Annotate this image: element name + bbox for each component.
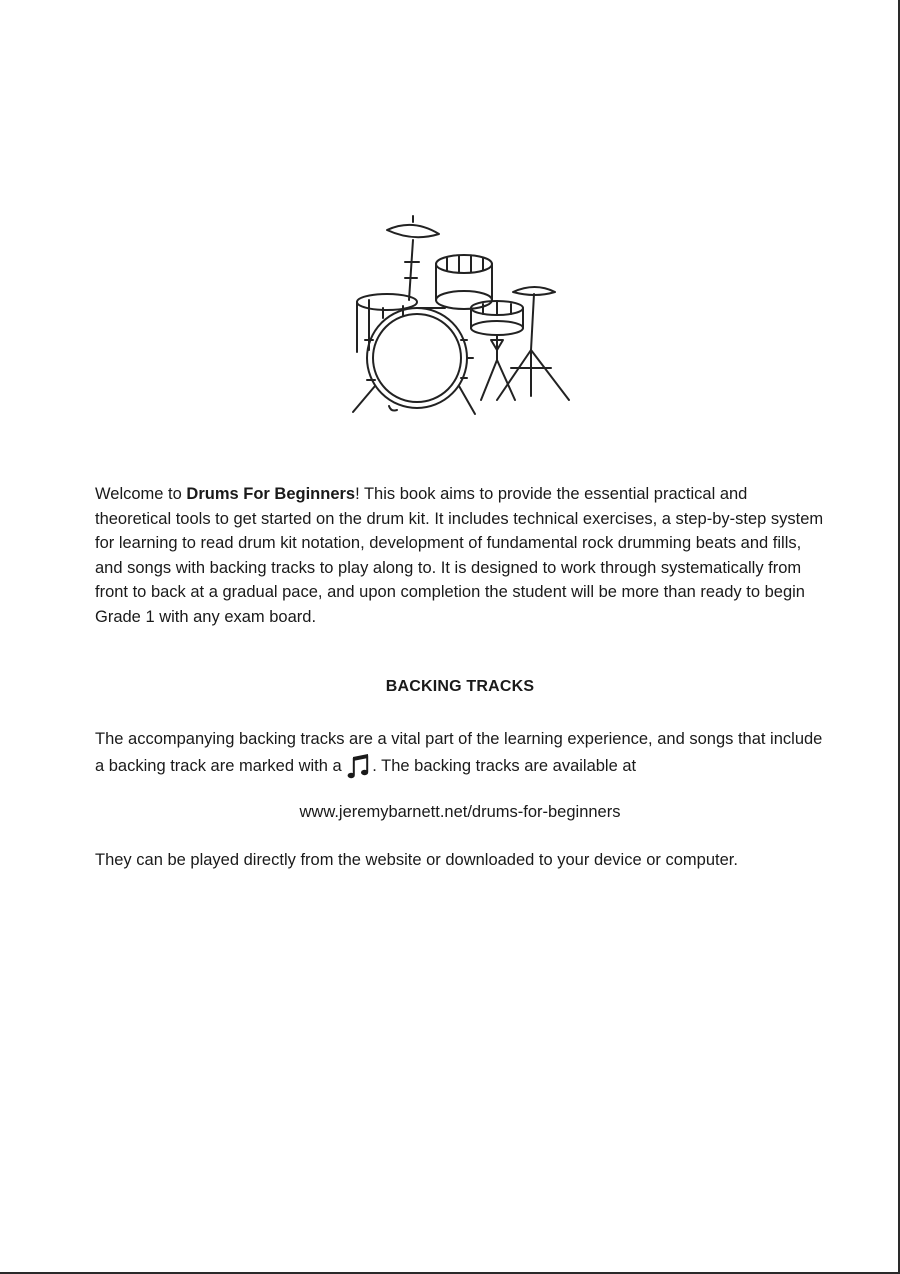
backing-text-after-icon: . The backing tracks are available at	[372, 756, 637, 775]
drum-kit-illustration	[325, 200, 593, 428]
book-title: Drums For Beginners	[186, 485, 356, 503]
backing-tracks-heading: BACKING TRACKS	[385, 678, 535, 695]
backing-tracks-paragraph	[95, 727, 827, 780]
backing-tracks-url: www.jeremybarnett.net/drums-for-beginners	[299, 803, 621, 821]
intro-paragraph	[95, 482, 827, 629]
closing-paragraph: They can be played directly from the website or downloaded to your device or computer.	[95, 851, 738, 869]
music-note-icon	[347, 752, 371, 780]
intro-prefix: Welcome to	[95, 485, 187, 503]
intro-body: ! This book aims to provide the essential practical and theoretical tools to get started on the drum kit. It includes technical exercises, a step-by-step system for learning to read drum kit notation, development of fundamental rock drumming beats and fills, and songs with backing tracks to play along to. It is designed to work through systematically from front to back at a gradual pace, and upon completion the student will be more than ready to begin Grade 1 with any exam board.	[95, 485, 824, 626]
drum-kit-icon	[325, 200, 593, 428]
backing-text-before-icon: The accompanying backing tracks are a vital part of the learning experience, and songs that include a backing track are marked with a	[95, 730, 823, 775]
